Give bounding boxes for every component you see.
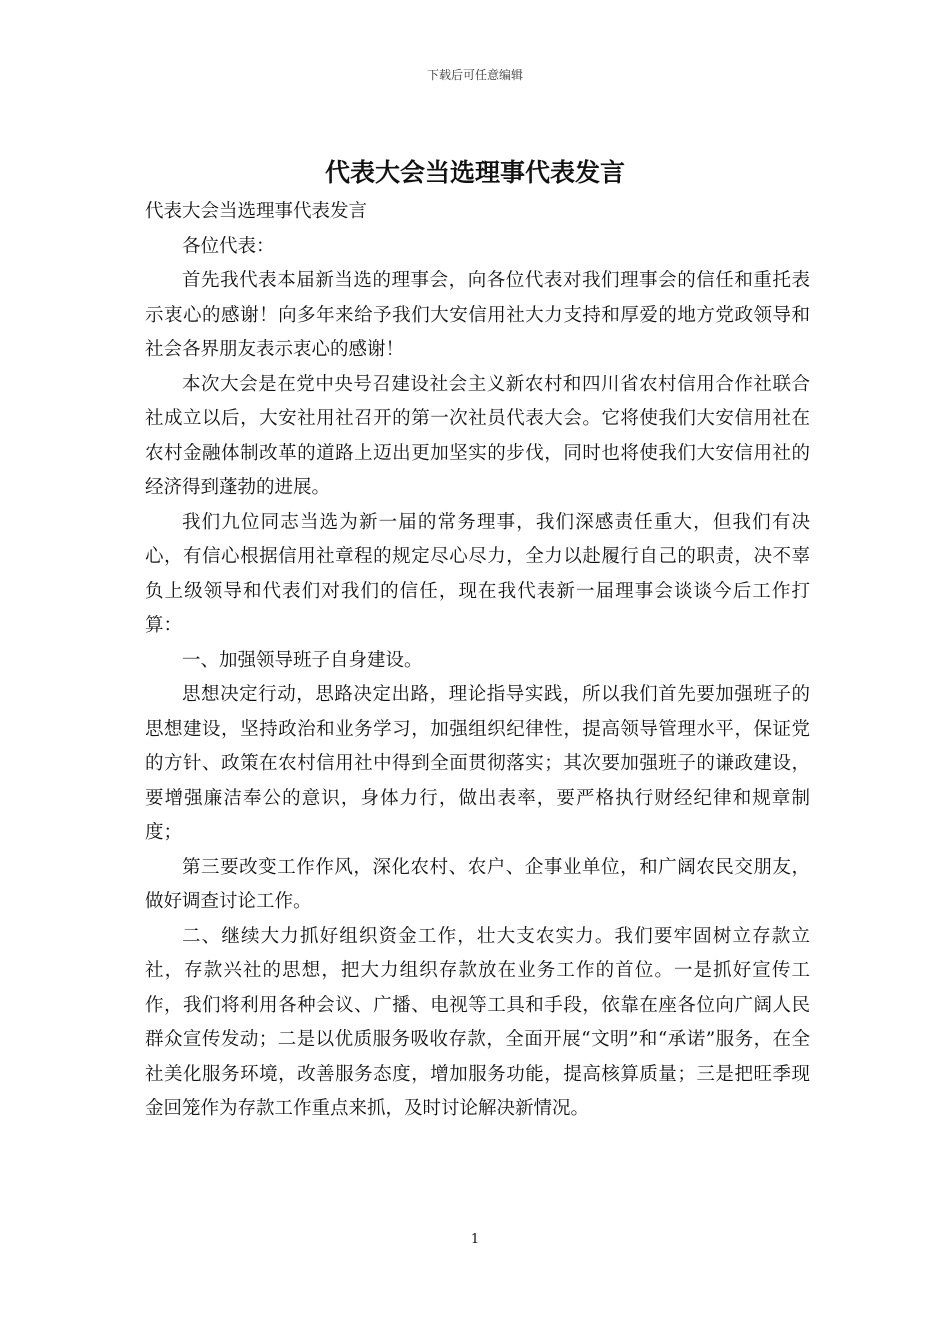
document-subtitle: 代表大会当选理事代表发言 [145,201,368,222]
salutation: 各位代表： [182,235,275,257]
paragraph-leadership-building: 思想决定行动，思路决定出路，理论指导实践，所以我们首先要加强班子的思想建设，坚持政治和业务学习，加强组织纪律性，提高领导管理水平，保证党的方针、政策在农村信用社中得到全面贯彻落实；其次要加强班子的谦政建设，要增强廉洁奉公的意识，身体力行，做出表率，要严格执行财经纪律和规章制度； [145,684,810,843]
section-heading-leadership: 一、加强领导班子自身建设。 [182,649,423,671]
paragraph-thanks: 首先我代表本届新当选的理事会，向各位代表对我们理事会的信任和重托表示衷心的感谢！向多年来给予我们大安信用社大力支持和厚爱的地方党政领导和社会各界朋友表示衷心的感谢！ [145,270,810,360]
page-header-note: 下载后可任意编辑 [426,68,523,82]
paragraph-responsibility: 我们九位同志当选为新一届的常务理事，我们深感责任重大，但我们有决心，有信心根据信用社章程的规定尽心尽力，全力以赴履行自己的职责，决不辜负上级领导和代表们对我们的信任，现在我代表新一届理事会谈谈今后工作打算： [145,511,810,636]
page-number: 1 [470,1232,480,1247]
document-title: 代表大会当选理事代表发言 [324,158,625,187]
document-body [145,195,810,1127]
paragraph-meeting-significance: 本次大会是在党中央号召建设社会主义新农村和四川省农村信用合作社联合社成立以后，大安社用社召开的第一次社员代表大会。它将使我们大安信用社在农村金融体制改革的道路上迈出更加坚实的步伐，同时也将使我们大安信用社的经济得到蓬勃的进展。 [145,373,810,498]
paragraph-work-style: 第三要改变工作作风，深化农村、农户、企事业单位，和广阔农民交朋友，做好调查讨论工作。 [145,856,810,912]
paragraph-deposit-work: 二、继续大力抓好组织资金工作，壮大支农实力。我们要牢固树立存款立社，存款兴社的思想，把大力组织存款放在业务工作的首位。一是抓好宣传工作，我们将利用各种会议、广播、电视等工具和手段，依靠在座各位向广阔人民群众宣传发动；二是以优质服务吸收存款，全面开展“文明”和“承诺”服务，在全社美化服务环境，改善服务态度，增加服务功能，提高核算质量；三是把旺季现金回笼作为存款工作重点来抓，及时讨论解决新情况。 [145,925,810,1119]
